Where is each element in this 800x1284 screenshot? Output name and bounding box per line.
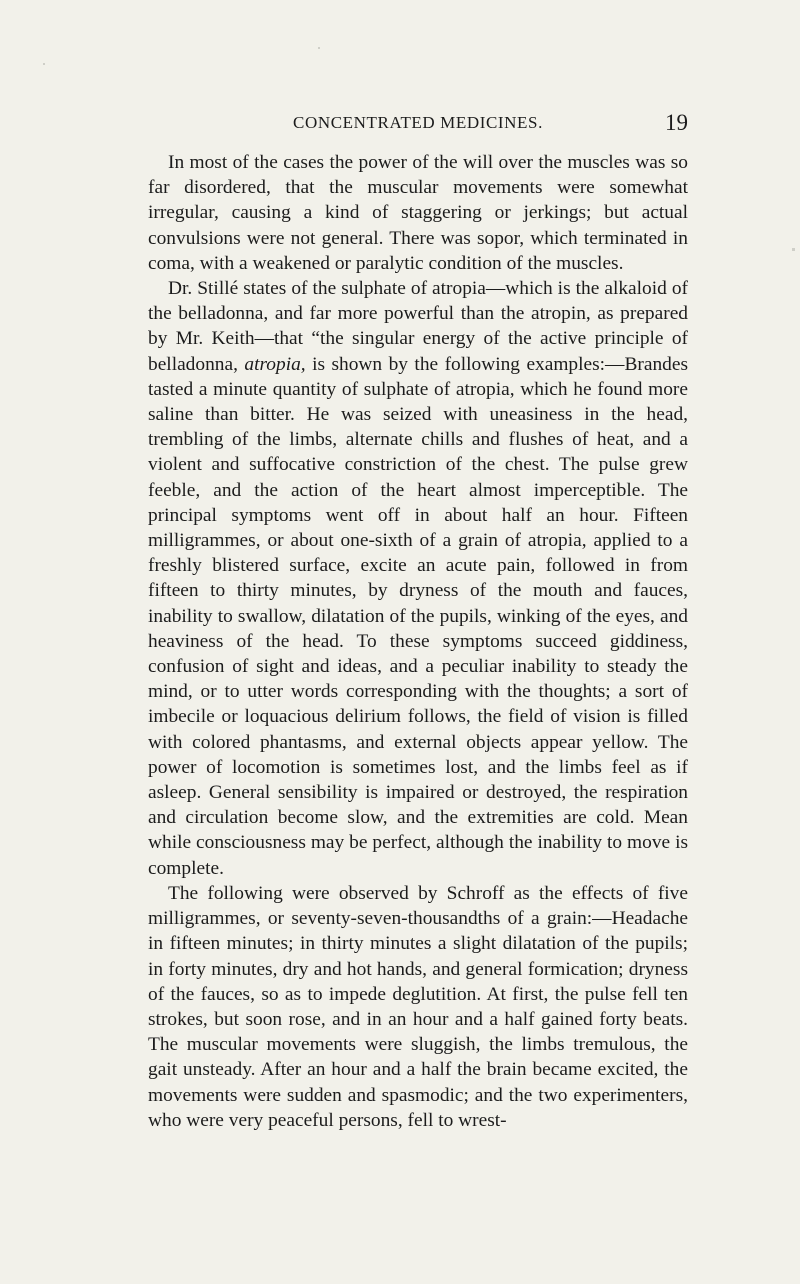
paragraph-2-text-b: is shown by the following examples:—Brandes tasted a minute quantity of sulphate of atropia, which he found more saline than bitter. He was seized with uneasiness in the head, trembling of the limbs, alternate chills and flushes of heat, and a violent and suffocative constriction of the chest. The pulse grew feeble, and the action of the heart almost imperceptible. The principal symptoms went off in about half an hour. Fifteen milligrammes, or about one-sixth of a grain of atropia, applied to a freshly blistered surface, excite an acute pain, followed in from fifteen to thirty minutes, by dryness of the mouth and fauces, inability to swallow, dilatation of the pupils, winking of the eyes, and heaviness of the head. To these symptoms succeed giddiness, confusion of sight and ideas, and a peculiar inability to steady the mind, or to utter words corresponding with the thoughts; a sort of imbecile or loquacious delirium follows, the field of vision is filled with colored phantasms, and external objects appear yellow. The power of locomotion is sometimes lost, and the limbs feel as if asleep. General sensibility is impaired or destroyed, the respiration and circulation become slow, and the extremities are cold. Mean while consciousness may be perfect, although the inability to move is complete. bbox=[148, 353, 688, 879]
body-text bbox=[148, 150, 688, 1133]
paragraph-2-italic-term: atropia, bbox=[244, 353, 306, 375]
paragraph-2 bbox=[148, 276, 688, 881]
paper-speck bbox=[792, 248, 795, 251]
running-head bbox=[148, 110, 688, 136]
paper-speck bbox=[43, 63, 45, 65]
paragraph-3: The following were observed by Schroff as the effects of five milligrammes, or seventy-seven-thousandths of a grain:—Headache in fifteen minutes; in thirty minutes a slight dilatation of the pupils; in forty minutes, dry and hot hands, and general formication; dryness of the fauces, so as to impede deglutition. At first, the pulse fell ten strokes, but soon rose, and in an hour and a half gained forty beats. The muscular movements were sluggish, the limbs tremulous, the gait unsteady. After an hour and a half the brain became excited, the movements were sudden and spasmodic; and the two experimenters, who were very peaceful persons, fell to wrest- bbox=[148, 882, 688, 1131]
page-number: 19 bbox=[665, 110, 688, 135]
paragraph-1: In most of the cases the power of the will over the muscles was so far disordered, that the muscular movements were somewhat irregular, causing a kind of staggering or jerkings; but actual convulsions were not general. There was sopor, which terminated in coma, with a weakened or paralytic condition of the muscles. bbox=[148, 152, 688, 274]
paper-speck bbox=[318, 47, 320, 49]
paragraph-2-text-a: Dr. Stillé states of the sulphate of atropia—which is the alkaloid of the belladonna, and far more powerful than the atropin, as prepared by Mr. Keith—that “the singular energy of the active principle of belladonna, bbox=[148, 278, 688, 375]
running-title: CONCENTRATED MEDICINES. bbox=[293, 113, 543, 132]
